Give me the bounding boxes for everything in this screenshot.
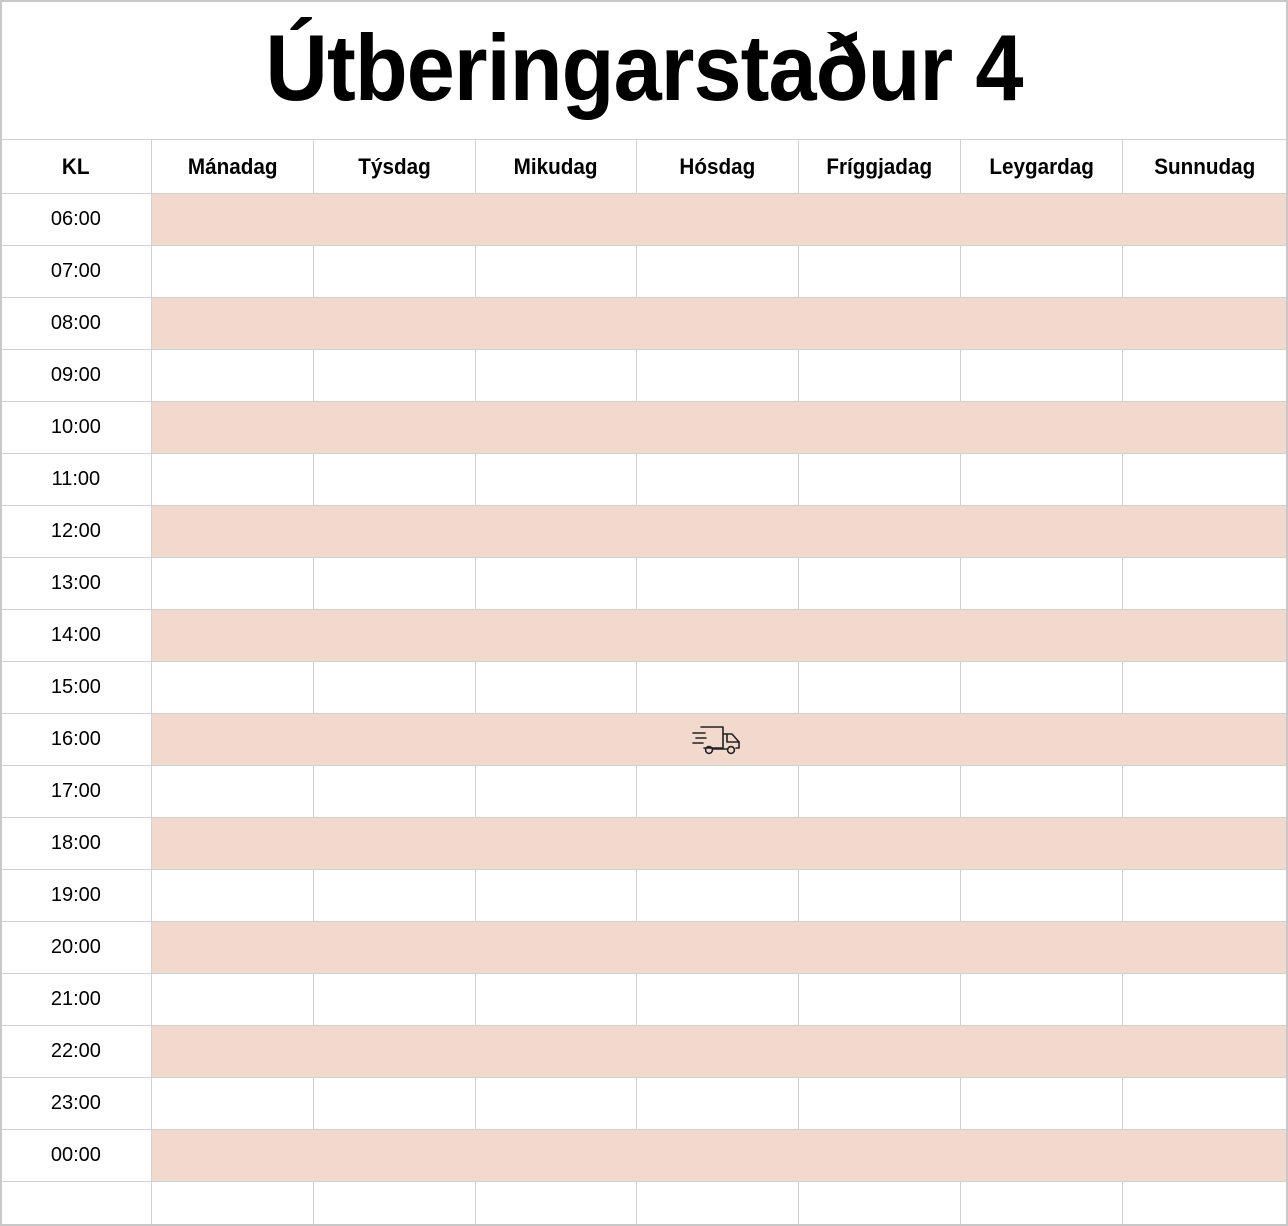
schedule-cell-sunday[interactable] (1123, 662, 1288, 714)
hour-row (1, 662, 1288, 714)
hour-row (1, 1182, 1288, 1226)
hour-row (1, 298, 1288, 350)
schedule-cell-sunday[interactable] (1123, 870, 1288, 922)
schedule-cell-tuesday[interactable] (313, 350, 475, 402)
schedule-cell-wednesday[interactable] (475, 1130, 637, 1182)
day-header-tuesday: Týsdag (313, 140, 475, 194)
schedule-cell-thursday[interactable] (637, 662, 799, 714)
hour-label: 13:00 (1, 558, 152, 610)
schedule-cell-wednesday[interactable] (475, 1182, 637, 1226)
schedule-cell-friday[interactable] (799, 922, 961, 974)
schedule-cell-tuesday[interactable] (313, 1182, 475, 1226)
schedule-cell-thursday[interactable] (637, 922, 799, 974)
hour-row (1, 350, 1288, 402)
schedule-cell-friday[interactable] (799, 974, 961, 1026)
schedule-cell-sunday[interactable] (1123, 558, 1288, 610)
page-title: Útberingarstaður 4 (265, 14, 1023, 120)
schedule-cell-thursday[interactable] (637, 454, 799, 506)
schedule-cell-wednesday[interactable] (475, 870, 637, 922)
schedule-cell-friday[interactable] (799, 1026, 961, 1078)
schedule-cell-monday[interactable] (151, 454, 313, 506)
time-column-header: KL (1, 140, 152, 194)
schedule-cell-wednesday[interactable] (475, 506, 637, 558)
schedule-cell-saturday[interactable] (961, 402, 1123, 454)
delivery-schedule-table (0, 139, 1288, 1226)
schedule-cell-thursday[interactable] (637, 246, 799, 298)
hour-label: 00:00 (1, 1130, 152, 1182)
schedule-cell-monday[interactable] (151, 506, 313, 558)
schedule-cell-saturday[interactable] (961, 1078, 1123, 1130)
schedule-cell-sunday[interactable] (1123, 298, 1288, 350)
hour-label: 06:00 (1, 194, 152, 246)
hour-label (1, 1182, 152, 1226)
schedule-cell-wednesday[interactable] (475, 558, 637, 610)
schedule-cell-wednesday[interactable] (475, 194, 637, 246)
schedule-cell-friday[interactable] (799, 350, 961, 402)
schedule-cell-friday[interactable] (799, 870, 961, 922)
hour-row (1, 1026, 1288, 1078)
schedule-cell-thursday[interactable] (637, 974, 799, 1026)
schedule-cell-wednesday[interactable] (475, 246, 637, 298)
schedule-cell-saturday[interactable] (961, 298, 1123, 350)
schedule-cell-saturday[interactable] (961, 246, 1123, 298)
schedule-cell-tuesday[interactable] (313, 194, 475, 246)
hour-row (1, 194, 1288, 246)
schedule-cell-tuesday[interactable] (313, 454, 475, 506)
schedule-cell-friday[interactable] (799, 818, 961, 870)
schedule-cell-sunday[interactable] (1123, 818, 1288, 870)
schedule-cell-tuesday[interactable] (313, 1130, 475, 1182)
schedule-cell-tuesday[interactable] (313, 818, 475, 870)
schedule-cell-friday[interactable] (799, 402, 961, 454)
hour-label: 15:00 (1, 662, 152, 714)
hour-label: 18:00 (1, 818, 152, 870)
schedule-cell-thursday[interactable] (637, 1078, 799, 1130)
delivery-truck-icon (692, 722, 744, 758)
schedule-cell-saturday[interactable] (961, 974, 1123, 1026)
schedule-cell-saturday[interactable] (961, 558, 1123, 610)
schedule-cell-tuesday[interactable] (313, 1026, 475, 1078)
schedule-cell-wednesday[interactable] (475, 350, 637, 402)
schedule-cell-wednesday[interactable] (475, 974, 637, 1026)
schedule-cell-monday[interactable] (151, 1078, 313, 1130)
schedule-cell-monday[interactable] (151, 402, 313, 454)
schedule-cell-wednesday[interactable] (475, 610, 637, 662)
schedule-cell-sunday[interactable] (1123, 1130, 1288, 1182)
hour-label: 11:00 (1, 454, 152, 506)
schedule-cell-thursday[interactable] (637, 506, 799, 558)
schedule-cell-monday[interactable] (151, 714, 313, 766)
hour-row (1, 1078, 1288, 1130)
schedule-cell-tuesday[interactable] (313, 974, 475, 1026)
hour-label: 19:00 (1, 870, 152, 922)
schedule-cell-tuesday[interactable] (313, 662, 475, 714)
day-header-friday: Fríggjadag (799, 140, 961, 194)
schedule-cell-monday[interactable] (151, 298, 313, 350)
schedule-cell-thursday[interactable] (637, 298, 799, 350)
schedule-cell-monday[interactable] (151, 870, 313, 922)
hour-label: 23:00 (1, 1078, 152, 1130)
schedule-cell-monday[interactable] (151, 246, 313, 298)
schedule-cell-wednesday[interactable] (475, 922, 637, 974)
schedule-cell-tuesday[interactable] (313, 922, 475, 974)
schedule-cell-friday[interactable] (799, 558, 961, 610)
schedule-cell-wednesday[interactable] (475, 662, 637, 714)
schedule-cell-sunday[interactable] (1123, 350, 1288, 402)
schedule-cell-friday[interactable] (799, 506, 961, 558)
hour-row (1, 714, 1288, 766)
schedule-cell-friday[interactable] (799, 1078, 961, 1130)
schedule-cell-thursday[interactable] (637, 402, 799, 454)
schedule-cell-saturday[interactable] (961, 1130, 1123, 1182)
header-row (1, 140, 1288, 194)
schedule-cell-tuesday[interactable] (313, 298, 475, 350)
day-header-wednesday: Mikudag (475, 140, 637, 194)
hour-label: 10:00 (1, 402, 152, 454)
schedule-cell-saturday[interactable] (961, 454, 1123, 506)
schedule-cell-sunday[interactable] (1123, 974, 1288, 1026)
schedule-cell-saturday[interactable] (961, 870, 1123, 922)
schedule-cell-saturday[interactable] (961, 818, 1123, 870)
schedule-cell-tuesday[interactable] (313, 506, 475, 558)
schedule-cell-monday[interactable] (151, 818, 313, 870)
hour-label: 09:00 (1, 350, 152, 402)
schedule-cell-tuesday[interactable] (313, 402, 475, 454)
schedule-cell-monday[interactable] (151, 974, 313, 1026)
schedule-cell-friday[interactable] (799, 662, 961, 714)
schedule-cell-saturday[interactable] (961, 350, 1123, 402)
hour-label: 14:00 (1, 610, 152, 662)
hour-row (1, 818, 1288, 870)
schedule-cell-friday[interactable] (799, 610, 961, 662)
schedule-cell-monday[interactable] (151, 1182, 313, 1226)
schedule-cell-tuesday[interactable] (313, 610, 475, 662)
day-header-monday: Mánadag (151, 140, 313, 194)
schedule-cell-thursday[interactable] (637, 818, 799, 870)
schedule-cell-sunday[interactable] (1123, 1078, 1288, 1130)
schedule-cell-wednesday[interactable] (475, 766, 637, 818)
hour-label: 21:00 (1, 974, 152, 1026)
schedule-cell-monday[interactable] (151, 610, 313, 662)
schedule-cell-friday[interactable] (799, 298, 961, 350)
hour-row (1, 558, 1288, 610)
schedule-cell-saturday[interactable] (961, 194, 1123, 246)
schedule-cell-saturday[interactable] (961, 714, 1123, 766)
schedule-cell-tuesday[interactable] (313, 870, 475, 922)
hour-label: 20:00 (1, 922, 152, 974)
schedule-cell-tuesday[interactable] (313, 714, 475, 766)
schedule-cell-wednesday[interactable] (475, 298, 637, 350)
schedule-cell-wednesday[interactable] (475, 1026, 637, 1078)
schedule-cell-monday[interactable] (151, 1130, 313, 1182)
schedule-cell-saturday[interactable] (961, 766, 1123, 818)
schedule-cell-wednesday[interactable] (475, 1078, 637, 1130)
schedule-cell-thursday[interactable] (637, 194, 799, 246)
hour-label: 22:00 (1, 1026, 152, 1078)
schedule-cell-monday[interactable] (151, 922, 313, 974)
schedule-cell-sunday[interactable] (1123, 246, 1288, 298)
hour-label: 12:00 (1, 506, 152, 558)
schedule-cell-thursday[interactable] (637, 714, 799, 766)
schedule-cell-friday[interactable] (799, 1182, 961, 1226)
hour-label: 16:00 (1, 714, 152, 766)
schedule-cell-saturday[interactable] (961, 1182, 1123, 1226)
schedule-cell-thursday[interactable] (637, 1026, 799, 1078)
schedule-cell-monday[interactable] (151, 1026, 313, 1078)
schedule-cell-monday[interactable] (151, 350, 313, 402)
schedule-cell-sunday[interactable] (1123, 454, 1288, 506)
schedule-cell-monday[interactable] (151, 662, 313, 714)
schedule-cell-saturday[interactable] (961, 506, 1123, 558)
hour-label: 07:00 (1, 246, 152, 298)
schedule-cell-friday[interactable] (799, 1130, 961, 1182)
hour-row (1, 246, 1288, 298)
schedule-cell-friday[interactable] (799, 246, 961, 298)
schedule-cell-friday[interactable] (799, 766, 961, 818)
schedule-cell-wednesday[interactable] (475, 714, 637, 766)
schedule-cell-saturday[interactable] (961, 662, 1123, 714)
schedule-cell-thursday[interactable] (637, 766, 799, 818)
schedule-cell-thursday[interactable] (637, 610, 799, 662)
day-header-thursday: Hósdag (637, 140, 799, 194)
schedule-cell-thursday[interactable] (637, 350, 799, 402)
hour-row (1, 766, 1288, 818)
schedule-cell-tuesday[interactable] (313, 766, 475, 818)
hour-row (1, 506, 1288, 558)
schedule-cell-sunday[interactable] (1123, 506, 1288, 558)
schedule-cell-sunday[interactable] (1123, 194, 1288, 246)
schedule-cell-wednesday[interactable] (475, 402, 637, 454)
hour-row (1, 1130, 1288, 1182)
schedule-cell-thursday[interactable] (637, 558, 799, 610)
schedule-cell-friday[interactable] (799, 194, 961, 246)
schedule-cell-thursday[interactable] (637, 1182, 799, 1226)
schedule-cell-saturday[interactable] (961, 610, 1123, 662)
schedule-cell-thursday[interactable] (637, 870, 799, 922)
schedule-cell-monday[interactable] (151, 194, 313, 246)
hour-row (1, 610, 1288, 662)
schedule-cell-sunday[interactable] (1123, 714, 1288, 766)
hour-row (1, 454, 1288, 506)
schedule-cell-sunday[interactable] (1123, 402, 1288, 454)
day-header-saturday: Leygardag (961, 140, 1123, 194)
schedule-cell-friday[interactable] (799, 714, 961, 766)
hour-label: 17:00 (1, 766, 152, 818)
schedule-cell-tuesday[interactable] (313, 246, 475, 298)
hour-label: 08:00 (1, 298, 152, 350)
schedule-cell-friday[interactable] (799, 454, 961, 506)
schedule-cell-sunday[interactable] (1123, 766, 1288, 818)
schedule-cell-tuesday[interactable] (313, 1078, 475, 1130)
schedule-cell-wednesday[interactable] (475, 454, 637, 506)
hour-row (1, 870, 1288, 922)
schedule-cell-sunday[interactable] (1123, 1026, 1288, 1078)
schedule-cell-tuesday[interactable] (313, 558, 475, 610)
schedule-cell-sunday[interactable] (1123, 922, 1288, 974)
schedule-cell-monday[interactable] (151, 558, 313, 610)
day-header-sunday: Sunnudag (1123, 140, 1288, 194)
schedule-cell-wednesday[interactable] (475, 818, 637, 870)
schedule-cell-thursday[interactable] (637, 1130, 799, 1182)
schedule-cell-sunday[interactable] (1123, 1182, 1288, 1226)
hour-row (1, 974, 1288, 1026)
hour-row (1, 402, 1288, 454)
schedule-cell-monday[interactable] (151, 766, 313, 818)
hour-row (1, 922, 1288, 974)
schedule-cell-sunday[interactable] (1123, 610, 1288, 662)
schedule-cell-saturday[interactable] (961, 1026, 1123, 1078)
schedule-cell-saturday[interactable] (961, 922, 1123, 974)
